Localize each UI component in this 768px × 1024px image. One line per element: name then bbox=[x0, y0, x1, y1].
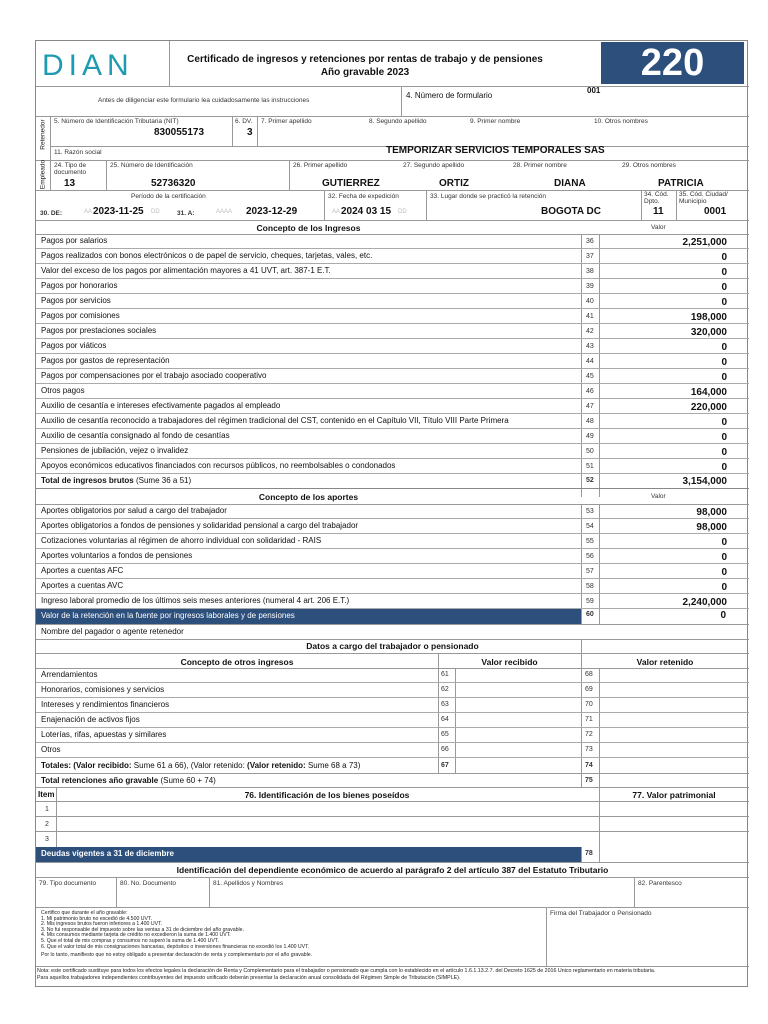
table-row bbox=[36, 264, 749, 279]
row-value: 164,000 bbox=[690, 386, 727, 398]
certifico-title: Certifico que durante el año gravable: bbox=[41, 910, 128, 916]
row-label: Auxilio de cesantía reconocido a trabajadores del régimen tradicional del CST, contenido en el Capítulo VII, Título VIII Parte Primera bbox=[41, 415, 509, 425]
a-aaaa-hint: AAAA bbox=[216, 209, 233, 215]
deudas-row bbox=[36, 847, 581, 862]
de-value: 2023-11-25 bbox=[93, 206, 144, 217]
a-value: 2023-12-29 bbox=[246, 206, 298, 217]
row-number: 40 bbox=[586, 297, 594, 305]
total-retenciones-num: 75 bbox=[585, 777, 593, 784]
ingresos-total-label: Total de ingresos brutos (Sume 36 a 51) bbox=[41, 476, 192, 485]
row-value: 0 bbox=[721, 296, 727, 308]
row-value: 0 bbox=[721, 356, 727, 368]
otros-row-label: Honorarios, comisiones y servicios bbox=[41, 685, 165, 694]
row-label: Valor del exceso de los pagos por alimentación mayores a 41 UVT, art. 387-1 E.T. bbox=[41, 265, 331, 275]
row-number: 59 bbox=[586, 597, 594, 605]
emp-primer-apellido-value: GUTIERREZ bbox=[322, 178, 380, 189]
firma-label: Firma del Trabajador o Pensionado bbox=[550, 910, 652, 917]
bienes-ident-header: 76. Identificación de los bienes poseídos bbox=[244, 790, 410, 800]
row-label: Ingreso laboral promedio de los últimos seis meses anteriores (numeral 4 art. 206 E.T.) bbox=[41, 595, 350, 605]
row-value: 0 bbox=[721, 251, 727, 263]
row-number: 47 bbox=[586, 402, 594, 410]
dv-value: 3 bbox=[247, 127, 253, 138]
dpto-value: 11 bbox=[653, 206, 664, 217]
row-label: Cotizaciones voluntarias al régimen de ahorro individual con solidaridad - RAIS bbox=[41, 535, 322, 545]
fecha-exp-label: 32. Fecha de expedición bbox=[328, 193, 399, 200]
emp-primer-nombre-value: DIANA bbox=[554, 178, 586, 189]
table-row bbox=[36, 309, 749, 324]
emp-primer-nombre-label: 28. Primer nombre bbox=[513, 162, 567, 169]
lugar-value: BOGOTA DC bbox=[541, 206, 601, 217]
ciudad-value: 0001 bbox=[704, 206, 727, 217]
pagador-label: Nombre del pagador o agente retenedor bbox=[41, 627, 184, 636]
row-number: 36 bbox=[586, 237, 594, 245]
ciudad-label: 35. Cód. Ciudad/ Municipio bbox=[679, 191, 728, 205]
ingresos-total-value: 3,154,000 bbox=[682, 476, 727, 487]
bien-item-3: 3 bbox=[45, 836, 49, 843]
certifico-footer: Por lo tanto, manifiesto que no estoy obligado a presentar declaración de renta y complementario por el año gravable. bbox=[41, 952, 313, 959]
svg-text:DIAN: DIAN bbox=[42, 51, 134, 81]
bien-item-2: 2 bbox=[45, 821, 49, 828]
table-row bbox=[36, 414, 749, 429]
bienes-valor-header: 77. Valor patrimonial bbox=[632, 790, 716, 800]
deudas-label: Deudas vigentes a 31 de diciembre bbox=[41, 849, 174, 858]
valor-retenido-header: Valor retenido bbox=[636, 657, 694, 667]
row-number: 41 bbox=[586, 312, 594, 320]
certificate-form bbox=[35, 40, 748, 987]
row-label: Aportes voluntarios a fondos de pensiones bbox=[41, 550, 193, 560]
table-row bbox=[36, 459, 749, 474]
form-year: Año gravable 2023 bbox=[320, 67, 410, 78]
ingresos-total-num: 52 bbox=[586, 477, 594, 484]
row-number: 49 bbox=[586, 432, 594, 440]
valor-recibido-header: Valor recibido bbox=[481, 657, 538, 667]
emp-otros-nombres-label: 29. Otros nombres bbox=[622, 162, 676, 169]
row-value: 0 bbox=[721, 281, 727, 293]
row-number: 46 bbox=[586, 387, 594, 395]
row-label: Pagos por honorarios bbox=[41, 280, 118, 290]
tipo-doc-label: 24. Tipo de documento bbox=[54, 162, 87, 176]
row-number: 42 bbox=[586, 327, 594, 335]
dependiente-header: Identificación del dependiente económico de acuerdo al parágrafo 2 del artículo 387 del Estatuto Tributario bbox=[176, 865, 609, 875]
otros-row-n1: 65 bbox=[441, 731, 449, 738]
periodo-label: Período de la certificación bbox=[131, 193, 206, 200]
otros-row-n1: 66 bbox=[441, 746, 449, 753]
table-row bbox=[36, 399, 749, 414]
row-value: 0 bbox=[721, 341, 727, 353]
emp-segundo-apellido-value: ORTIZ bbox=[439, 178, 469, 189]
certifico-line: 5. Que el total de mis compras y consumos no superó la suma de 1.400 UVT. bbox=[41, 937, 219, 944]
otros-row bbox=[36, 683, 749, 698]
otros-row-label: Otros bbox=[41, 745, 61, 754]
row-label: Pagos por compensaciones por el trabajo asociado cooperativo bbox=[41, 370, 267, 380]
row-label: Otros pagos bbox=[41, 385, 85, 395]
row-label: Auxilio de cesantía e intereses efectivamente pagados al empleado bbox=[41, 400, 281, 410]
row-number: 51 bbox=[586, 462, 594, 470]
certifico-line: 6. Que el valor total de mis consignaciones bancarias, depósitos o inversiones financieras no excedió los 1.400 UVT. bbox=[41, 943, 310, 950]
totales-label: Totales: (Valor recibido: Sume 61 a 66), (Valor retenido: (Valor retenido: Sume 68 a 73) bbox=[41, 761, 361, 770]
deudas-num: 78 bbox=[585, 850, 593, 857]
row-value: 98,000 bbox=[696, 521, 727, 533]
table-row bbox=[36, 294, 749, 309]
aportes-header: Concepto de los aportes bbox=[258, 492, 359, 502]
otros-concepto-header: Concepto de otros ingresos bbox=[180, 657, 294, 667]
row-label: Pagos por prestaciones sociales bbox=[41, 325, 157, 335]
row-value: 198,000 bbox=[690, 311, 727, 323]
row-number: 44 bbox=[586, 357, 594, 365]
nota-block bbox=[37, 968, 748, 982]
tipo-doc-value: 13 bbox=[64, 178, 76, 189]
bien-item-1: 1 bbox=[45, 806, 49, 813]
aportes-valor-header: Valor bbox=[651, 493, 666, 500]
ingresos-valor-header: Valor bbox=[651, 224, 666, 231]
row-number: 38 bbox=[586, 267, 594, 275]
row-label: Pagos por servicios bbox=[41, 295, 111, 305]
table-row bbox=[36, 564, 749, 579]
otros-row-n2: 71 bbox=[585, 716, 593, 723]
otros-row-n2: 73 bbox=[585, 746, 593, 753]
emp-otros-nombres-value: PATRICIA bbox=[658, 178, 704, 189]
otros-row-label: Enajenación de activos fijos bbox=[41, 715, 140, 724]
row-label: Pensiones de jubilación, vejez o invalidez bbox=[41, 445, 189, 455]
row-label: Auxilio de cesantía consignado al fondo de cesantías bbox=[41, 430, 230, 440]
table-row bbox=[36, 444, 749, 459]
row-value: 0 bbox=[721, 416, 727, 428]
totales-n2: 74 bbox=[585, 762, 593, 769]
table-row bbox=[36, 579, 749, 594]
row-number: 53 bbox=[586, 507, 594, 515]
row-label: Pagos por gastos de representación bbox=[41, 355, 170, 365]
ret-primer-apellido-label: 7. Primer apellido bbox=[261, 118, 312, 125]
form-code-box: 220 bbox=[601, 42, 744, 84]
razon-social-label: 11. Razón social bbox=[54, 149, 102, 156]
row-number: 58 bbox=[586, 582, 594, 590]
row-label: Pagos por viáticos bbox=[41, 340, 107, 350]
dian-logo-icon bbox=[42, 51, 164, 81]
row-number: 55 bbox=[586, 537, 594, 545]
row-value: 0 bbox=[721, 461, 727, 473]
de-aa-hint: AA bbox=[84, 209, 93, 215]
fecha-aa-hint: AA bbox=[332, 209, 341, 215]
row-value: 220,000 bbox=[690, 401, 727, 413]
table-row bbox=[36, 369, 749, 384]
otros-row-n1: 61 bbox=[441, 671, 449, 678]
dpto-label: 34. Cód. Dpto. bbox=[644, 191, 669, 205]
a-label: 31. A: bbox=[177, 210, 195, 217]
row-label: Aportes a cuentas AFC bbox=[41, 565, 124, 575]
datos-trabajador-header: Datos a cargo del trabajador o pensionado bbox=[306, 641, 479, 651]
table-row bbox=[36, 504, 749, 519]
otros-row-n2: 72 bbox=[585, 731, 593, 738]
row-value: 0 bbox=[721, 551, 727, 563]
nota-line1: Nota: este certificado sustituye para todos los efectos legales la declaración de Renta y Complementario para el trabajador o pensionado que cumpla con lo establecido en el artículo 1.6.1.13.2.7. del Decreto 1625 de 2016 Único reglamentario en materia tributaria. bbox=[37, 968, 656, 974]
row-number: 43 bbox=[586, 342, 594, 350]
empleado-id-label: 25. Número de Identificación bbox=[110, 162, 193, 169]
empleado-id-value: 52736320 bbox=[151, 178, 196, 189]
razon-social-value: TEMPORIZAR SERVICIOS TEMPORALES SAS bbox=[386, 145, 605, 156]
otros-row-label: Intereses y rendimientos financieros bbox=[41, 700, 170, 709]
form-number-value: 001 bbox=[587, 86, 601, 95]
form-title: Certificado de ingresos y retenciones por rentas de trabajo y de pensiones bbox=[187, 54, 543, 65]
certifico-line: 1. Mi patrimonio bruto no excedió de 4.500 UVT. bbox=[41, 915, 153, 922]
retencion-num: 60 bbox=[586, 611, 594, 618]
certifico-lines bbox=[41, 917, 541, 951]
nit-value: 830055173 bbox=[154, 127, 205, 138]
otros-row-n1: 64 bbox=[441, 716, 449, 723]
otros-row bbox=[36, 728, 749, 743]
row-label: Aportes obligatorios por salud a cargo del trabajador bbox=[41, 505, 227, 515]
row-label: Apoyos económicos educativos financiados con recursos públicos, no reembolsables o condonados bbox=[41, 460, 396, 470]
table-row bbox=[36, 324, 749, 339]
certifico-line: 4. Mis consumos mediante tarjeta de crédito no excedieron la suma de 1.400 UVT. bbox=[41, 932, 231, 939]
row-number: 37 bbox=[586, 252, 594, 260]
row-value: 0 bbox=[721, 431, 727, 443]
certifico-line: 3. No fui responsable del impuesto sobre las ventas a 31 de diciembre del año gravable. bbox=[41, 926, 245, 933]
row-value: 0 bbox=[721, 371, 727, 383]
table-row bbox=[36, 534, 749, 549]
row-number: 50 bbox=[586, 447, 594, 455]
emp-segundo-apellido-label: 27. Segundo apellido bbox=[403, 162, 465, 169]
certifico-line: 2. Mis ingresos brutos fueron inferiores a 1.400 UVT. bbox=[41, 921, 163, 928]
dep-nombres-label: 81. Apellidos y Nombres bbox=[213, 880, 284, 887]
table-row bbox=[36, 519, 749, 534]
table-row bbox=[36, 429, 749, 444]
totales-n1: 67 bbox=[441, 762, 449, 769]
ret-primer-nombre-label: 9. Primer nombre bbox=[470, 118, 521, 125]
otros-row-label: Loterías, rifas, apuestas y similares bbox=[41, 730, 167, 739]
table-row bbox=[36, 354, 749, 369]
dv-label: 6. DV. bbox=[235, 118, 253, 125]
dian-logo bbox=[42, 51, 164, 81]
row-value: 0 bbox=[721, 566, 727, 578]
table-row bbox=[36, 339, 749, 354]
ret-otros-nombres-label: 10. Otros nombres bbox=[594, 118, 648, 125]
row-value: 2,251,000 bbox=[682, 236, 727, 248]
row-number: 45 bbox=[586, 372, 594, 380]
row-value: 2,240,000 bbox=[682, 596, 727, 608]
de-dd-hint: DD bbox=[151, 209, 160, 215]
otros-row bbox=[36, 668, 749, 683]
table-row bbox=[36, 249, 749, 264]
emp-primer-apellido-label: 26. Primer apellido bbox=[293, 162, 348, 169]
table-row bbox=[36, 234, 749, 249]
table-row bbox=[36, 384, 749, 399]
otros-row-n1: 63 bbox=[441, 701, 449, 708]
lugar-label: 33. Lugar donde se practicó la retención bbox=[430, 193, 546, 200]
row-value: 0 bbox=[721, 536, 727, 548]
retencion-label: Valor de la retención en la fuente por ingresos laborales y de pensiones bbox=[41, 611, 295, 620]
otros-row bbox=[36, 743, 749, 758]
certifico-block bbox=[41, 911, 541, 959]
otros-row-n2: 69 bbox=[585, 686, 593, 693]
dep-tipo-label: 79. Tipo documento bbox=[39, 880, 97, 887]
row-number: 48 bbox=[586, 417, 594, 425]
retencion-value: 0 bbox=[720, 610, 726, 621]
empleado-side-label: Empleado bbox=[39, 159, 47, 190]
total-retenciones-label: Total retenciones año gravable (Sume 60 + 74) bbox=[41, 776, 216, 785]
row-number: 57 bbox=[586, 567, 594, 575]
ingresos-header: Concepto de los Ingresos bbox=[256, 223, 361, 233]
bienes-item-header: Item bbox=[38, 790, 55, 799]
retencion-row bbox=[36, 609, 581, 624]
row-value: 0 bbox=[721, 446, 727, 458]
dep-numero-label: 80. No. Documento bbox=[120, 880, 177, 887]
dep-parentesco-label: 82. Parentesco bbox=[638, 880, 682, 887]
otros-row-n2: 68 bbox=[585, 671, 593, 678]
nota-line2: Para aquellos trabajadores independientes contribuyentes del impuesto unificado deberán presentar la declaración anual consolidada del Régimen Simple de Tributación (SIMPLE). bbox=[37, 975, 461, 981]
instructions-text: Antes de diligenciar este formulario lea cuidadosamente las instrucciones bbox=[98, 97, 310, 104]
fecha-exp-value: 2024 03 15 bbox=[341, 206, 392, 217]
otros-row-n2: 70 bbox=[585, 701, 593, 708]
row-label: Pagos por salarios bbox=[41, 235, 108, 245]
table-row bbox=[36, 594, 749, 609]
row-label: Pagos realizados con bonos electrónicos o de papel de servicio, cheques, tarjetas, vales, etc. bbox=[41, 250, 373, 260]
row-value: 0 bbox=[721, 581, 727, 593]
nit-label: 5. Número de Identificación Tributaria (NIT) bbox=[54, 118, 179, 125]
row-number: 54 bbox=[586, 522, 594, 530]
row-value: 0 bbox=[721, 266, 727, 278]
ret-segundo-apellido-label: 8. Segundo apellido bbox=[369, 118, 427, 125]
de-label: 30. DE: bbox=[40, 210, 63, 217]
row-label: Aportes obligatorios a fondos de pensiones y solidaridad pensional a cargo del trabajador bbox=[41, 520, 359, 530]
table-row bbox=[36, 549, 749, 564]
ingresos-total-row bbox=[36, 474, 749, 489]
row-value: 98,000 bbox=[696, 506, 727, 518]
otros-row bbox=[36, 698, 749, 713]
form-number-label: 4. Número de formulario bbox=[406, 91, 493, 100]
table-row bbox=[36, 279, 749, 294]
row-value: 320,000 bbox=[690, 326, 727, 338]
row-number: 39 bbox=[586, 282, 594, 290]
retenedor-side-label: Retenedor bbox=[39, 119, 47, 150]
otros-row-n1: 62 bbox=[441, 686, 449, 693]
row-label: Pagos por comisiones bbox=[41, 310, 120, 320]
fecha-dd-hint: DD bbox=[398, 209, 407, 215]
otros-row-label: Arrendamientos bbox=[41, 670, 98, 679]
row-number: 56 bbox=[586, 552, 594, 560]
otros-row bbox=[36, 713, 749, 728]
row-label: Aportes a cuentas AVC bbox=[41, 580, 124, 590]
